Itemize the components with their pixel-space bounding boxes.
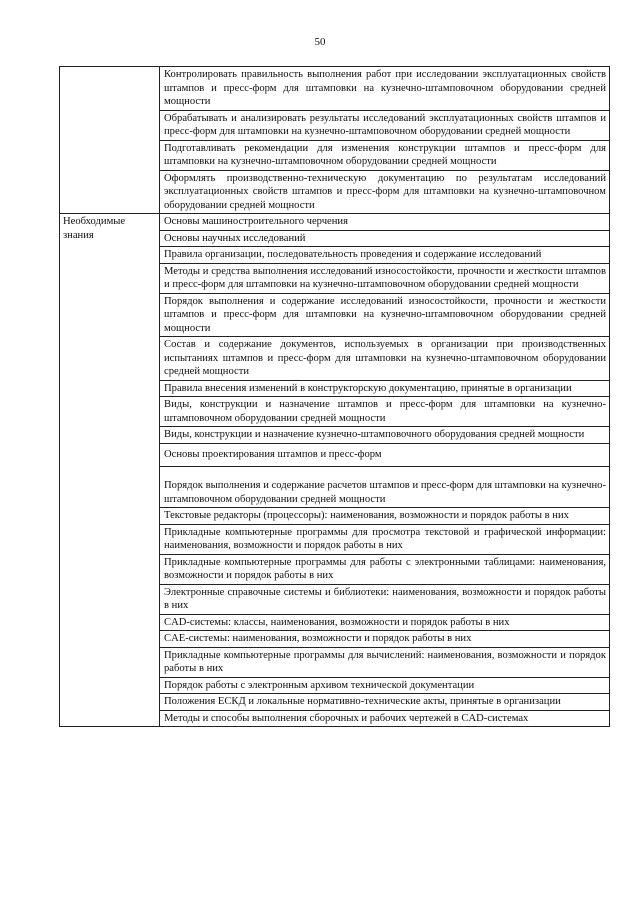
knowledge-row	[60, 213, 609, 726]
knowledge-item: Правила внесения изменений в конструкторскую документацию, принятые в организации	[160, 380, 609, 397]
knowledge-item: Текстовые редакторы (процессоры): наименования, возможности и порядок работы в них	[160, 507, 609, 524]
knowledge-item: CAE-системы: наименования, возможности и порядок работы в них	[160, 630, 609, 647]
knowledge-item: Порядок работы с электронным архивом технической документации	[160, 677, 609, 694]
page-number: 50	[314, 36, 326, 48]
actions-label	[60, 67, 160, 213]
knowledge-item: Прикладные компьютерные программы для работы с электронными таблицами: наименования, возможности и порядок работы в них	[160, 554, 609, 584]
knowledge-item: CAD-системы: классы, наименования, возможности и порядок работы в них	[160, 614, 609, 631]
knowledge-item: Прикладные компьютерные программы для просмотра текстовой и графической информации: наименования, возможности и порядок работы в них	[160, 524, 609, 554]
knowledge-item: Порядок выполнения и содержание исследований износостойкости, прочности и жесткости штампов и пресс-форм для штамповки на кузнечно-штамповочном оборудовании средней мощности	[160, 293, 609, 337]
knowledge-item: Методы и способы выполнения сборочных и рабочих чертежей в CAD-системах	[160, 710, 609, 727]
action-item: Подготавливать рекомендации для изменения конструкции штампов и пресс-форм для штамповки на кузнечно-штамповочном оборудовании средней мощности	[160, 140, 609, 170]
knowledge-item: Основы машиностроительного черчения	[164, 216, 348, 227]
action-item: Контролировать правильность выполнения работ при исследовании эксплуатационных свойств штампов и пресс-форм для штамповки на кузнечно-штамповочном оборудовании средней мощности	[164, 69, 606, 107]
knowledge-item: Основы проектирования штампов и пресс-форм	[160, 443, 609, 467]
knowledge-items	[160, 214, 609, 726]
knowledge-item: Состав и содержание документов, используемых в организации при производственных испытаниях штампов и пресс-форм для штамповки на кузнечно-штамповочном оборудовании средней мощности	[160, 336, 609, 380]
knowledge-item: Порядок выполнения и содержание расчетов штампов и пресс-форм для штамповки на кузнечно-штамповочном оборудовании средней мощности	[160, 466, 609, 507]
knowledge-item: Прикладные компьютерные программы для вычислений: наименования, возможности и порядок работы в них	[160, 647, 609, 677]
knowledge-item: Методы и средства выполнения исследований износостойкости, прочности и жесткости штампов и пресс-форм для штамповки на кузнечно-штамповочном оборудовании средней мощности	[160, 263, 609, 293]
knowledge-item: Основы научных исследований	[160, 230, 609, 247]
knowledge-item: Электронные справочные системы и библиотеки: наименования, возможности и порядок работы в них	[160, 584, 609, 614]
knowledge-item: Виды, конструкции и назначение штампов и пресс-форм для штамповки на кузнечно-штамповочном оборудовании средней мощности	[160, 396, 609, 426]
requirements-table	[59, 66, 610, 727]
action-item: Обрабатывать и анализировать результаты исследований эксплуатационных свойств штампов и пресс-форм для штамповки на кузнечно-штамповочном оборудовании средней мощности	[160, 110, 609, 140]
knowledge-item: Положения ЕСКД и локальные нормативно-технические акты, принятые в организации	[160, 693, 609, 710]
action-item: Оформлять производственно-техническую документацию по результатам исследований эксплуатационных свойств штампов и пресс-форм для штамповки на кузнечно-штамповочном оборудовании средней мощности	[160, 170, 609, 214]
knowledge-item: Виды, конструкции и назначение кузнечно-штамповочного оборудования средней мощности	[160, 426, 609, 443]
actions-row	[60, 67, 609, 213]
knowledge-item: Правила организации, последовательность проведения и содержание исследований	[160, 246, 609, 263]
actions-items	[160, 67, 609, 213]
knowledge-label: Необходимые знания	[60, 214, 160, 726]
